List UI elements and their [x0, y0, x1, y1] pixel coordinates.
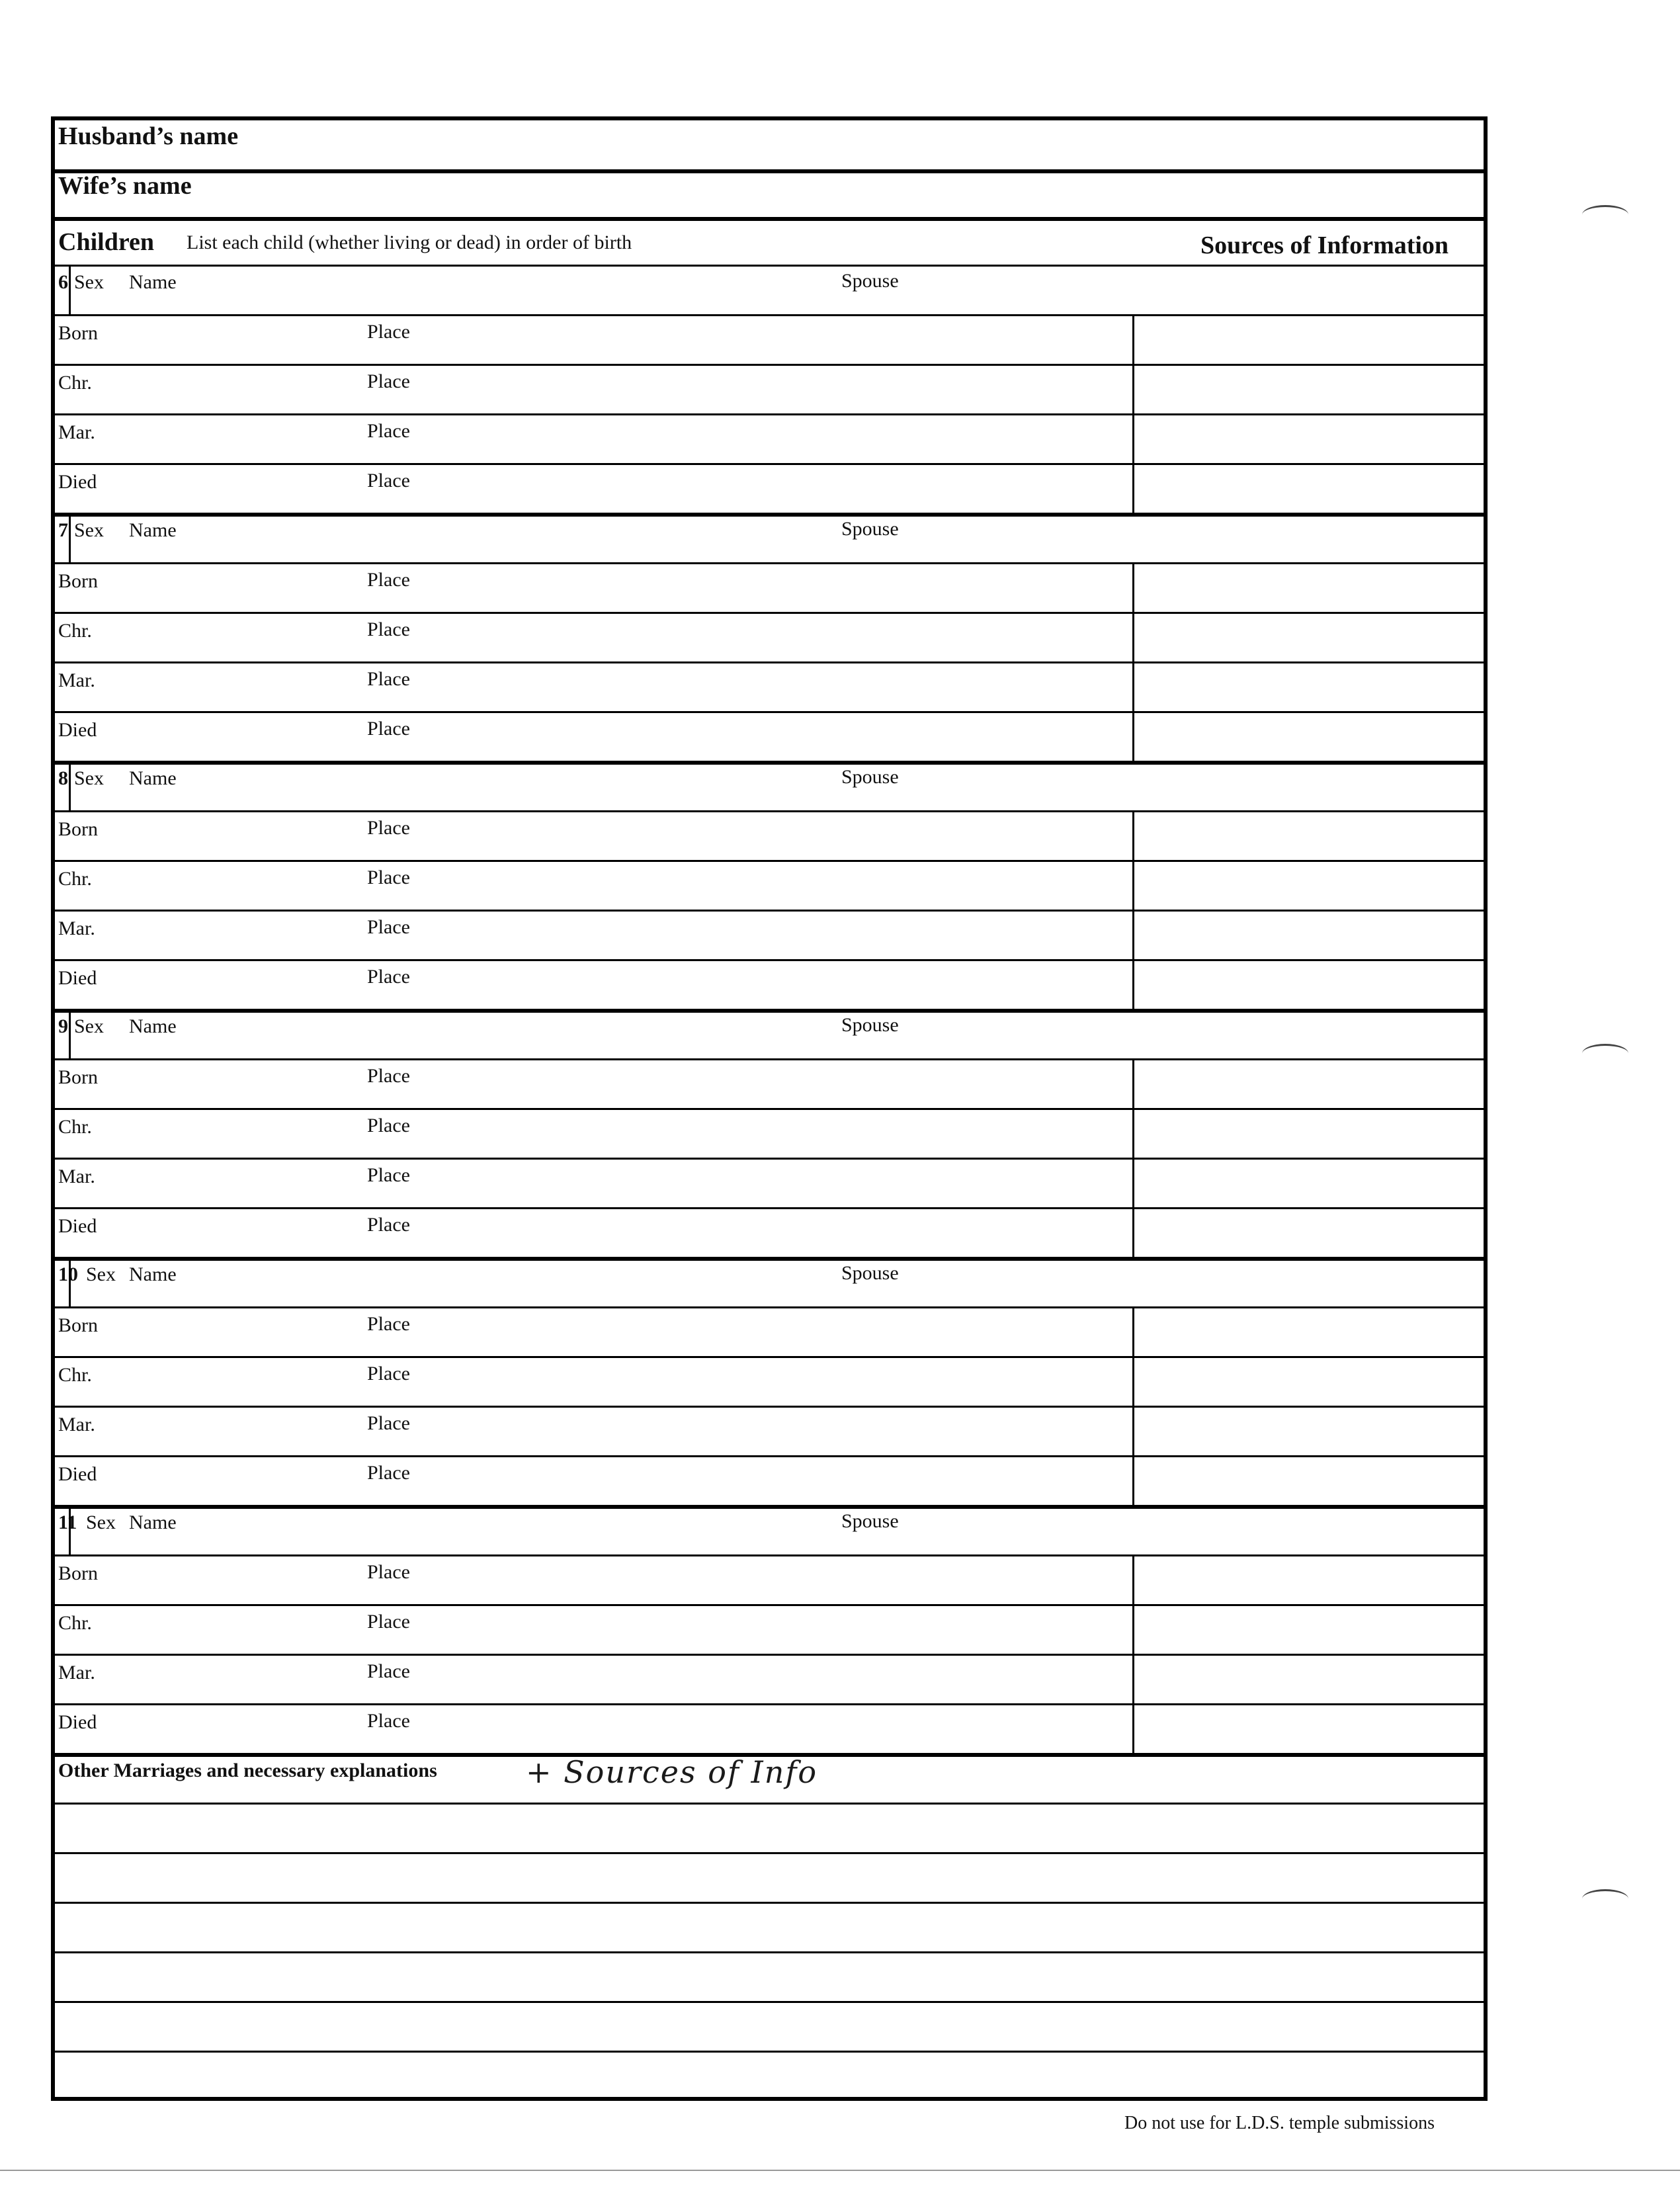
name-label: Name [129, 1263, 177, 1285]
place-label: Place [367, 1214, 410, 1236]
child-number: 7 [58, 519, 68, 541]
child-name-field[interactable] [185, 1011, 833, 1054]
event-label-mar: Mar. [58, 917, 95, 939]
event-label-born: Born [58, 322, 98, 344]
wife-name-field[interactable] [251, 173, 1482, 216]
event-date-field-chr[interactable] [132, 863, 357, 906]
spouse-label: Spouse [841, 1262, 899, 1284]
explanation-field[interactable] [58, 1904, 1480, 1947]
event-row-bottom [55, 364, 1484, 366]
place-label: Place [367, 1065, 410, 1087]
footer-note: Do not use for L.D.S. temple submissions [1124, 2113, 1435, 2133]
name-row-bottom [55, 1058, 1484, 1060]
explanation-field[interactable] [58, 1855, 1480, 1898]
place-label: Place [367, 470, 410, 491]
source-field-died[interactable] [1191, 962, 1482, 1005]
husband-name-label: Husband’s name [58, 122, 239, 150]
event-place-field-chr[interactable] [430, 1111, 1177, 1154]
event-row-bottom [55, 910, 1484, 912]
child-name-field[interactable] [185, 1508, 833, 1551]
source-field-chr[interactable] [1191, 1359, 1482, 1402]
event-place-field-chr[interactable] [430, 1359, 1177, 1402]
sources-column-divider [1132, 314, 1134, 513]
source-field-mar[interactable] [1191, 1656, 1482, 1699]
sex-label: Sex [86, 1511, 116, 1533]
sex-name-divider [69, 265, 71, 314]
name-label: Name [129, 519, 177, 541]
name-row-bottom [55, 314, 1484, 316]
source-field-born[interactable] [1191, 813, 1482, 856]
event-date-field-born[interactable] [132, 565, 357, 608]
binder-hole-mark [1582, 1044, 1628, 1063]
event-place-field-mar[interactable] [430, 1408, 1177, 1451]
event-place-field-chr[interactable] [430, 1607, 1177, 1650]
event-row-bottom [55, 959, 1484, 961]
wife-row-bottom [55, 217, 1484, 221]
explanation-field[interactable] [58, 1756, 1480, 1799]
place-label: Place [367, 618, 410, 640]
event-place-field-died[interactable] [430, 962, 1177, 1005]
source-field-mar[interactable] [1191, 416, 1482, 459]
event-date-field-mar[interactable] [132, 1160, 357, 1203]
name-row-bottom [55, 1554, 1484, 1556]
event-row-bottom [55, 1207, 1484, 1209]
event-place-field-born[interactable] [430, 317, 1177, 360]
place-label: Place [367, 1462, 410, 1484]
source-field-died[interactable] [1191, 466, 1482, 509]
source-field-born[interactable] [1191, 1557, 1482, 1600]
sex-label: Sex [74, 1015, 104, 1037]
sources-column-divider [1132, 1306, 1134, 1505]
child-name-field[interactable] [185, 515, 833, 558]
event-place-field-born[interactable] [430, 813, 1177, 856]
sex-label: Sex [74, 271, 104, 293]
explanation-line [55, 1902, 1484, 1904]
event-place-field-chr[interactable] [430, 615, 1177, 658]
place-label: Place [367, 867, 410, 888]
child-name-field[interactable] [185, 1259, 833, 1302]
event-label-died: Died [58, 719, 97, 741]
event-label-died: Died [58, 471, 97, 493]
place-label: Place [367, 569, 410, 591]
event-place-field-mar[interactable] [430, 1160, 1177, 1203]
event-date-field-chr[interactable] [132, 1359, 357, 1402]
spouse-label: Spouse [841, 518, 899, 540]
event-label-born: Born [58, 570, 98, 592]
name-row-bottom [55, 1306, 1484, 1308]
place-label: Place [367, 966, 410, 988]
explanation-line [55, 2051, 1484, 2053]
event-row-bottom [55, 1455, 1484, 1457]
event-row-bottom [55, 1406, 1484, 1408]
event-row-bottom [55, 860, 1484, 862]
place-label: Place [367, 1363, 410, 1384]
sources-column-divider [1132, 1058, 1134, 1257]
child-spouse-field[interactable] [913, 1259, 1475, 1302]
event-date-field-born[interactable] [132, 317, 357, 360]
event-place-field-mar[interactable] [430, 1656, 1177, 1699]
child-number: 10 [58, 1263, 78, 1285]
source-field-mar[interactable] [1191, 1408, 1482, 1451]
event-label-chr: Chr. [58, 372, 92, 394]
sources-column-divider [1132, 1554, 1134, 1753]
event-place-field-chr[interactable] [430, 863, 1177, 906]
spouse-label: Spouse [841, 1014, 899, 1036]
explanation-field[interactable] [58, 1954, 1480, 1997]
explanation-field[interactable] [58, 1805, 1480, 1848]
sources-column-divider [1132, 810, 1134, 1009]
source-field-chr[interactable] [1191, 1607, 1482, 1650]
binder-hole-mark [1582, 1889, 1628, 1908]
child-sex-field[interactable] [107, 763, 127, 806]
event-place-field-died[interactable] [430, 1458, 1177, 1501]
event-place-field-mar[interactable] [430, 912, 1177, 955]
event-date-field-born[interactable] [132, 1309, 357, 1352]
event-label-mar: Mar. [58, 1662, 95, 1683]
event-place-field-born[interactable] [430, 1061, 1177, 1104]
binder-hole-mark [1582, 205, 1628, 224]
source-field-mar[interactable] [1191, 912, 1482, 955]
wife-name-label: Wife’s name [58, 172, 192, 200]
place-label: Place [367, 1561, 410, 1583]
event-label-died: Died [58, 1711, 97, 1733]
event-label-mar: Mar. [58, 1414, 95, 1435]
handwritten-note: + Sources of Info [526, 1754, 818, 1790]
source-field-chr[interactable] [1191, 1111, 1482, 1154]
event-date-field-born[interactable] [132, 1557, 357, 1600]
event-place-field-born[interactable] [430, 1557, 1177, 1600]
source-field-died[interactable] [1191, 714, 1482, 757]
sex-name-divider [69, 1505, 71, 1554]
event-row-bottom [55, 1108, 1484, 1110]
event-place-field-mar[interactable] [430, 664, 1177, 707]
name-label: Name [129, 767, 177, 789]
place-label: Place [367, 420, 410, 442]
event-label-died: Died [58, 967, 97, 989]
event-place-field-died[interactable] [430, 466, 1177, 509]
children-label: Children [58, 228, 155, 256]
sex-name-divider [69, 1009, 71, 1058]
family-group-sheet-form [51, 116, 1488, 2101]
event-date-field-died[interactable] [132, 714, 357, 757]
place-label: Place [367, 1313, 410, 1335]
event-label-born: Born [58, 1066, 98, 1088]
child-spouse-field[interactable] [913, 1011, 1475, 1054]
sex-name-divider [69, 761, 71, 810]
explanation-line [55, 2001, 1484, 2003]
name-row-bottom [55, 810, 1484, 812]
child-number: 8 [58, 767, 68, 789]
child-number: 9 [58, 1015, 68, 1037]
event-label-chr: Chr. [58, 1364, 92, 1386]
source-field-died[interactable] [1191, 1458, 1482, 1501]
source-field-born[interactable] [1191, 1309, 1482, 1352]
place-label: Place [367, 370, 410, 392]
source-field-born[interactable] [1191, 1061, 1482, 1104]
place-label: Place [367, 1710, 410, 1732]
event-date-field-mar[interactable] [132, 912, 357, 955]
place-label: Place [367, 916, 410, 938]
source-field-died[interactable] [1191, 1706, 1482, 1749]
place-label: Place [367, 1660, 410, 1682]
source-field-born[interactable] [1191, 317, 1482, 360]
event-label-chr: Chr. [58, 1612, 92, 1634]
event-date-field-chr[interactable] [132, 1607, 357, 1650]
sources-of-information-header: Sources of Information [1200, 232, 1449, 259]
event-date-field-died[interactable] [132, 1458, 357, 1501]
child-name-field[interactable] [185, 267, 833, 310]
event-date-field-died[interactable] [132, 1210, 357, 1253]
event-label-born: Born [58, 1562, 98, 1584]
event-row-bottom [55, 1654, 1484, 1656]
place-label: Place [367, 817, 410, 839]
source-field-mar[interactable] [1191, 1160, 1482, 1203]
event-row-bottom [55, 1158, 1484, 1160]
explanation-field[interactable] [58, 2004, 1480, 2047]
child-sex-field[interactable] [107, 267, 127, 310]
children-instruction: List each child (whether living or dead) in order of birth [187, 232, 632, 253]
other-marriages-label: Other Marriages and necessary explanations [58, 1760, 437, 1781]
name-row-bottom [55, 562, 1484, 564]
event-date-field-died[interactable] [132, 962, 357, 1005]
source-field-chr[interactable] [1191, 366, 1482, 409]
event-label-died: Died [58, 1463, 97, 1485]
place-label: Place [367, 1611, 410, 1633]
event-date-field-chr[interactable] [132, 615, 357, 658]
event-label-died: Died [58, 1215, 97, 1237]
event-place-field-died[interactable] [430, 1210, 1177, 1253]
page-bottom-rule [0, 2170, 1680, 2171]
sex-name-divider [69, 1257, 71, 1306]
place-label: Place [367, 1115, 410, 1136]
event-label-mar: Mar. [58, 1166, 95, 1187]
place-label: Place [367, 1412, 410, 1434]
name-label: Name [129, 1511, 177, 1533]
event-date-field-mar[interactable] [132, 1408, 357, 1451]
event-date-field-died[interactable] [132, 1706, 357, 1749]
event-place-field-died[interactable] [430, 714, 1177, 757]
event-label-born: Born [58, 818, 98, 840]
spouse-label: Spouse [841, 270, 899, 292]
event-date-field-chr[interactable] [132, 1111, 357, 1154]
place-label: Place [367, 1164, 410, 1186]
source-field-chr[interactable] [1191, 863, 1482, 906]
source-field-born[interactable] [1191, 565, 1482, 608]
event-row-bottom [55, 413, 1484, 415]
event-row-bottom [55, 661, 1484, 663]
place-label: Place [367, 321, 410, 343]
child-spouse-field[interactable] [913, 267, 1475, 310]
event-date-field-died[interactable] [132, 466, 357, 509]
event-label-chr: Chr. [58, 1116, 92, 1138]
child-sex-field[interactable] [107, 515, 127, 558]
event-date-field-mar[interactable] [132, 664, 357, 707]
child-number: 6 [58, 271, 68, 293]
explanation-line [55, 1803, 1484, 1805]
child-spouse-field[interactable] [913, 515, 1475, 558]
event-place-field-died[interactable] [430, 1706, 1177, 1749]
child-name-field[interactable] [185, 763, 833, 806]
sex-label: Sex [74, 519, 104, 541]
event-row-bottom [55, 612, 1484, 614]
name-label: Name [129, 1015, 177, 1037]
place-label: Place [367, 718, 410, 740]
event-place-field-chr[interactable] [430, 366, 1177, 409]
event-date-field-chr[interactable] [132, 366, 357, 409]
event-label-mar: Mar. [58, 669, 95, 691]
event-row-bottom [55, 463, 1484, 465]
child-spouse-field[interactable] [913, 763, 1475, 806]
spouse-label: Spouse [841, 1510, 899, 1532]
sex-label: Sex [86, 1263, 116, 1285]
child-sex-field[interactable] [107, 1011, 127, 1054]
source-field-chr[interactable] [1191, 615, 1482, 658]
place-label: Place [367, 668, 410, 690]
child-number: 11 [58, 1511, 77, 1533]
sex-label: Sex [74, 767, 104, 789]
spouse-label: Spouse [841, 766, 899, 788]
source-field-died[interactable] [1191, 1210, 1482, 1253]
event-label-mar: Mar. [58, 421, 95, 443]
event-date-field-born[interactable] [132, 813, 357, 856]
event-label-chr: Chr. [58, 868, 92, 890]
event-date-field-mar[interactable] [132, 1656, 357, 1699]
sources-column-divider [1132, 562, 1134, 761]
event-label-chr: Chr. [58, 620, 92, 642]
event-row-bottom [55, 1604, 1484, 1606]
event-row-bottom [55, 1703, 1484, 1705]
event-date-field-mar[interactable] [132, 416, 357, 459]
event-place-field-born[interactable] [430, 565, 1177, 608]
children-header-bottom [55, 265, 1484, 267]
explanation-line [55, 1852, 1484, 1854]
event-place-field-born[interactable] [430, 1309, 1177, 1352]
event-date-field-born[interactable] [132, 1061, 357, 1104]
name-label: Name [129, 271, 177, 293]
event-label-born: Born [58, 1314, 98, 1336]
sex-name-divider [69, 513, 71, 562]
source-field-mar[interactable] [1191, 664, 1482, 707]
child-spouse-field[interactable] [913, 1508, 1475, 1551]
explanation-line [55, 1951, 1484, 1953]
event-place-field-mar[interactable] [430, 416, 1177, 459]
husband-name-field[interactable] [278, 123, 1482, 165]
event-row-bottom [55, 1356, 1484, 1358]
event-row-bottom [55, 711, 1484, 713]
